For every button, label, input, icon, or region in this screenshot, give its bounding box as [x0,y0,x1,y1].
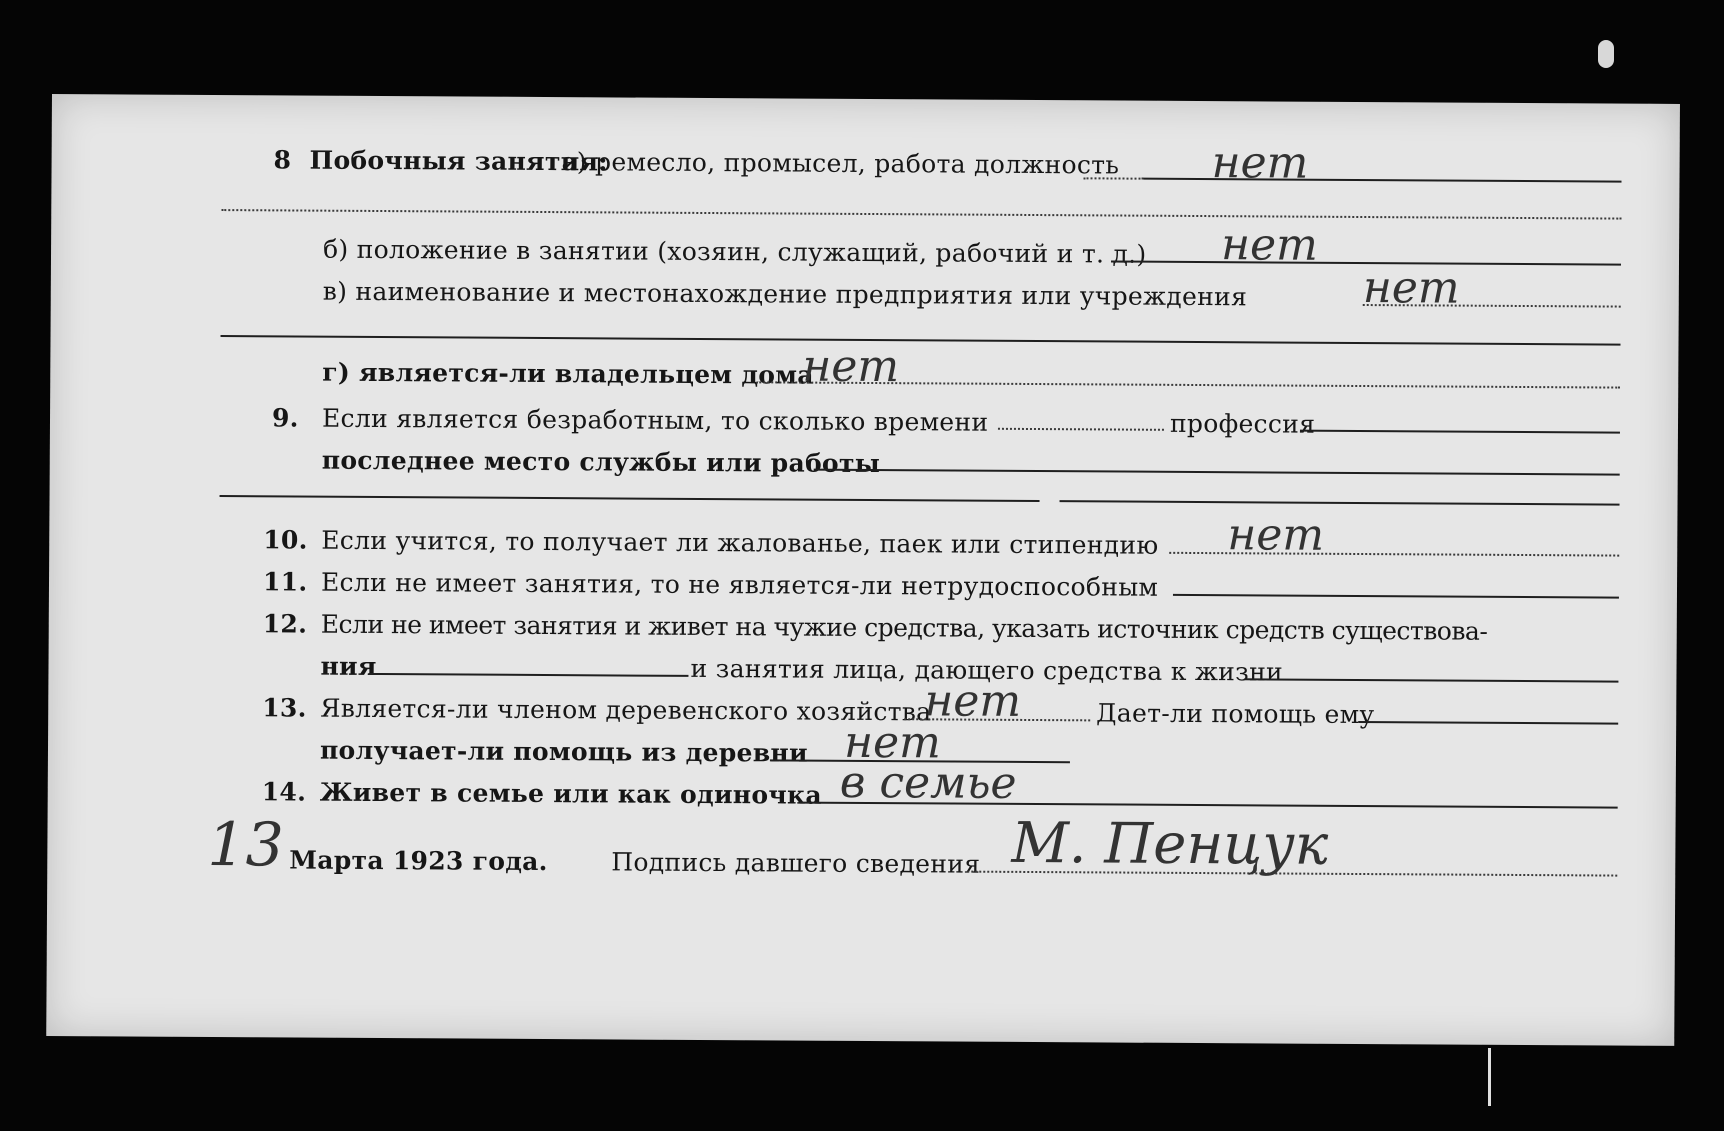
item9-last-place-line [814,469,1620,476]
item8-v-second-line [221,335,1621,346]
item9-extra-line-left [220,495,1040,502]
item9-label: Если является безработным, то сколько времени [321,403,989,437]
item14-answer: в семье [839,756,1017,809]
item11-line [1173,594,1619,599]
item13-help-line [1358,721,1618,725]
item9-number: 9. [271,403,299,433]
item8-a-second-line [221,209,1621,220]
item8-number: 8 [273,145,292,175]
footer-day: 13 [207,809,284,881]
footer-signature-label: Подпись давшего сведения [611,847,981,879]
item12-end-line [1244,678,1618,682]
item12-continuation-start: ния [320,651,377,681]
item12-continuation-end: и занятия лица, дающего средства к жизни [690,653,1284,687]
item9-extra-line-right [1060,500,1620,505]
census-form-card [46,94,1680,1046]
item8-b-answer: нет [1220,219,1319,271]
item13-label: Является-ли членом деревенского хозяйства [320,693,932,727]
item13-number: 13. [262,693,307,723]
item11-label: Если не имеет занятия, то не является-ли нетрудоспособным [320,567,1159,602]
scan-artifact-top-right [1598,40,1614,68]
item14-number: 14. [261,777,307,807]
item9-profession-line [1300,430,1620,434]
item10-answer: нет [1227,509,1325,561]
item8-v-answer: нет [1362,262,1460,314]
item8-heading: Побочныя занятия: [309,145,608,177]
item12-number: 12. [262,609,308,639]
item10-number: 10. [263,525,308,555]
item9-time-line [998,428,1164,431]
item8-a-label: а) ремесло, промысел, работа должность [561,147,1120,180]
item11-number: 11. [262,567,308,597]
item8-g-answer: нет [802,340,900,393]
item13-receives-answer: нет [843,716,941,769]
item13-answer: нет [924,675,1022,727]
item13-help-label: Дает-ли помощь ему [1096,698,1375,730]
item10-label: Если учится, то получает ли жалованье, паек или стипендию [321,525,1159,560]
item12-source-line [368,673,688,677]
signature: М. Пенцук [1011,810,1329,878]
scan-artifact-bottom [1488,1048,1491,1106]
item8-v-label: в) наименование и местонахождение предприятия или учреждения [322,276,1248,312]
item8-a-answer: нет [1211,137,1309,189]
footer-date: Марта 1923 года. [289,845,548,877]
item8-b-label: б) положение в занятии (хозяин, служащий, рабочий и т. д.) [322,234,1147,269]
item13-receives-label: получает-ли помощь из деревни [319,735,808,768]
item8-g-label: г) является-ли владельцем дома [322,357,814,390]
item8-a-dotted-line [1083,177,1143,179]
item14-label: Живет в семье или как одиночка [319,777,822,810]
item9-last-place-label: последнее место службы или работы [321,445,881,479]
item12-label: Если не имеет занятия и живет на чужие средства, указать источник средств существова- [320,609,1488,646]
item9-profession-label: профессия [1169,408,1316,439]
